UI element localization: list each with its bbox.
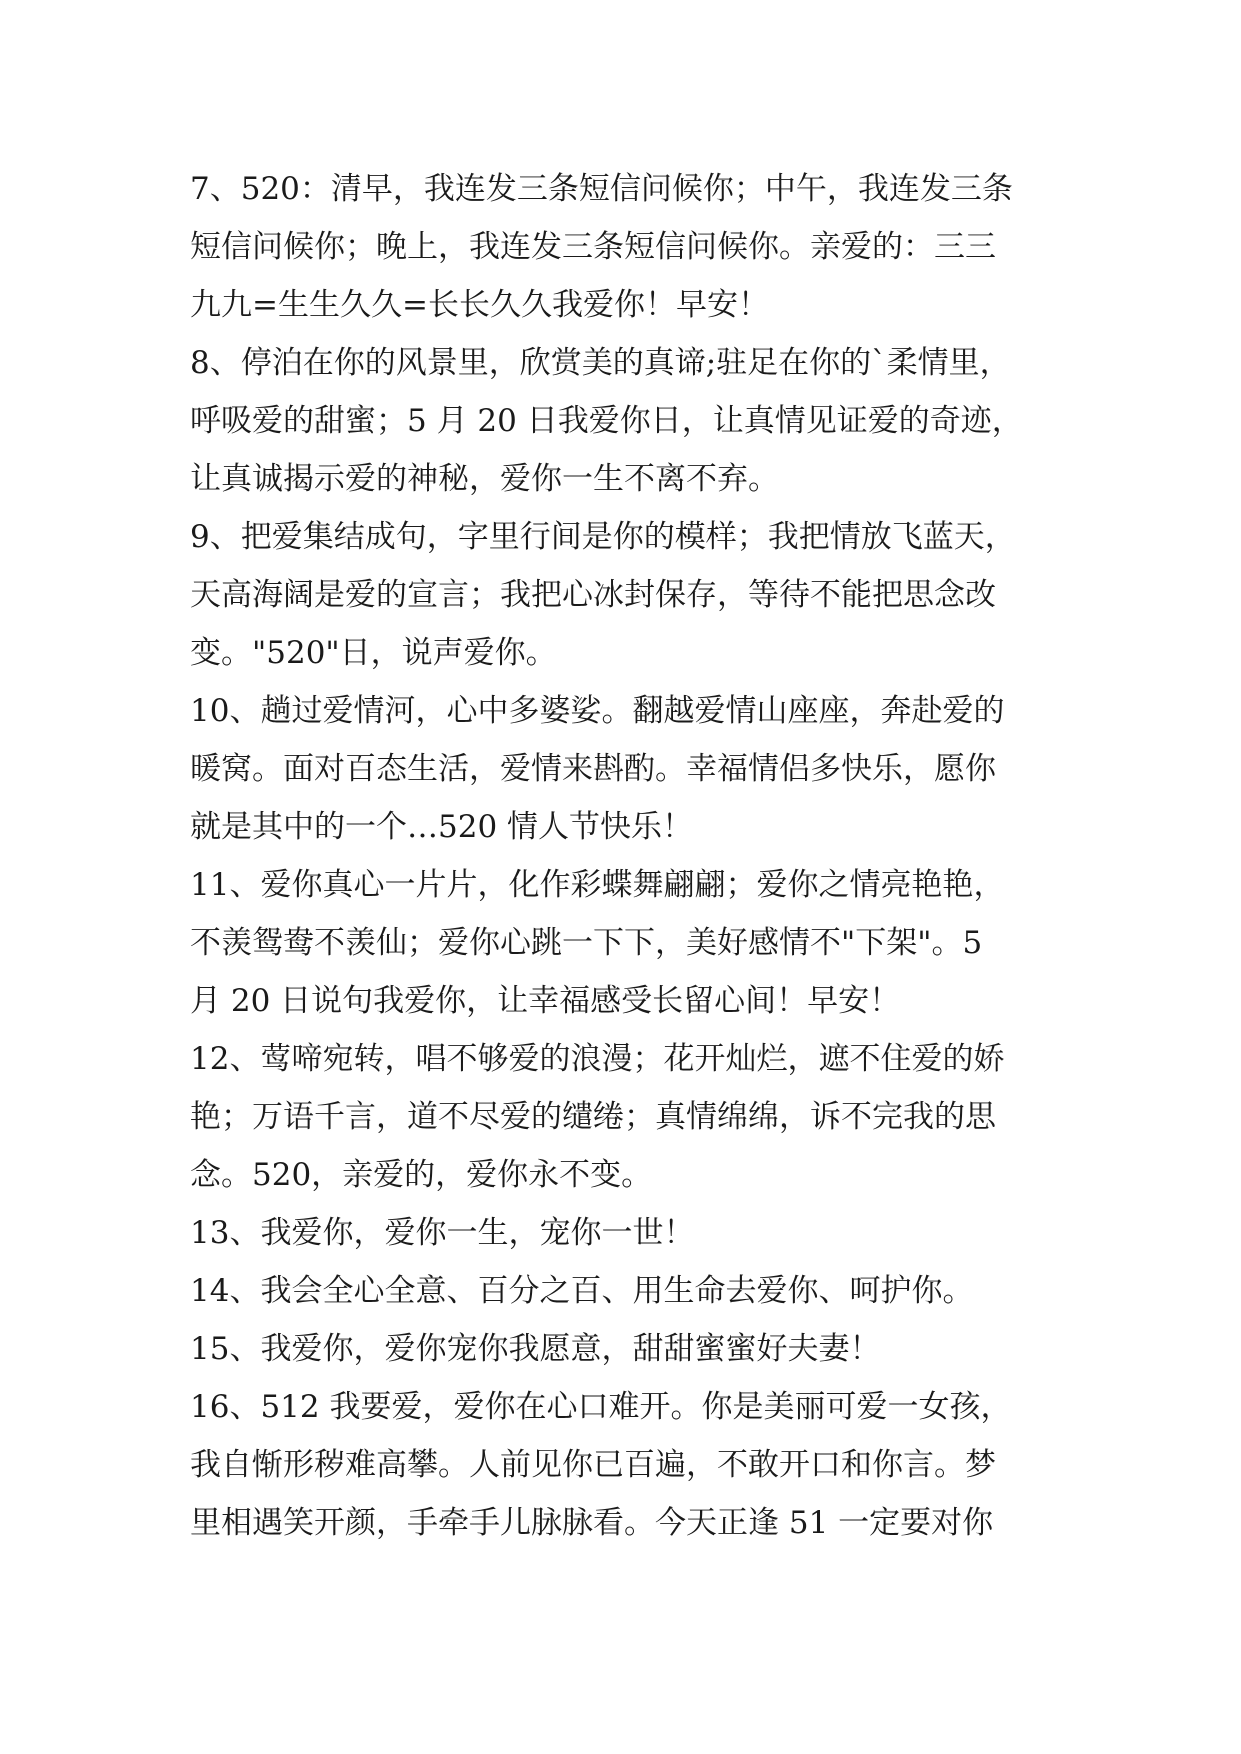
text-line: 让真诚揭示爱的神秘，爱你一生不离不弃。 (190, 461, 779, 497)
text-line: 7、520：清早，我连发三条短信问候你；中午，我连发三条 (190, 171, 1013, 207)
text-line: 16、512 我要爱，爱你在心口难开。你是美丽可爱一女孩， (190, 1389, 1012, 1425)
text-line: 11、爱你真心一片片，化作彩蝶舞翩翩；爱你之情亮艳艳， (190, 867, 1005, 903)
text-line: 15、我爱你，爱你宠你我愿意，甜甜蜜蜜好夫妻！ (190, 1331, 881, 1367)
text-line: 14、我会全心全意、百分之百、用生命去爱你、呵护你。 (190, 1273, 974, 1309)
text-line: 月 20 日说句我爱你，让幸福感受长留心间！早安！ (190, 983, 901, 1019)
text-line: 念。520，亲爱的，爱你永不变。 (190, 1157, 653, 1193)
text-line: 12、莺啼宛转，唱不够爱的浪漫；花开灿烂，遮不住爱的娇 (190, 1041, 1005, 1077)
text-line: 不羡鸳鸯不羡仙；爱你心跳一下下，美好感情不"下架"。5 (190, 925, 983, 961)
document-body (190, 160, 1060, 1552)
text-line: 我自惭形秽难高攀。人前见你已百遍，不敢开口和你言。梦 (190, 1447, 996, 1483)
text-line: 变。"520"日，说声爱你。 (190, 635, 557, 671)
text-line: 短信问候你；晚上，我连发三条短信问候你。亲爱的：三三 (190, 229, 996, 265)
text-line: 艳；万语千言，道不尽爱的缱绻；真情绵绵，诉不完我的思 (190, 1099, 996, 1135)
text-line: 10、趟过爱情河，心中多婆娑。翻越爱情山座座，奔赴爱的 (190, 693, 1005, 729)
text-line: 九九=生生久久=长长久久我爱你！早安！ (190, 287, 769, 323)
text-line: 13、我爱你，爱你一生，宠你一世！ (190, 1215, 695, 1251)
text-line: 呼吸爱的甜蜜；5 月 20 日我爱你日，让真情见证爱的奇迹， (190, 403, 1023, 439)
text-line: 暖窝。面对百态生活，爱情来斟酌。幸福情侣多快乐，愿你 (190, 751, 996, 787)
text-line: 9、把爱集结成句，字里行间是你的模样；我把情放飞蓝天， (190, 519, 1016, 555)
text-line: 天高海阔是爱的宣言；我把心冰封保存，等待不能把思念改 (190, 577, 996, 613)
text-line: 就是其中的一个…520 情人节快乐！ (190, 809, 694, 845)
text-line: 里相遇笑开颜，手牵手儿脉脉看。今天正逢 51 一定要对你 (190, 1505, 994, 1541)
text-line: 8、停泊在你的风景里，欣赏美的真谛;驻足在你的`柔情里， (190, 345, 1011, 381)
